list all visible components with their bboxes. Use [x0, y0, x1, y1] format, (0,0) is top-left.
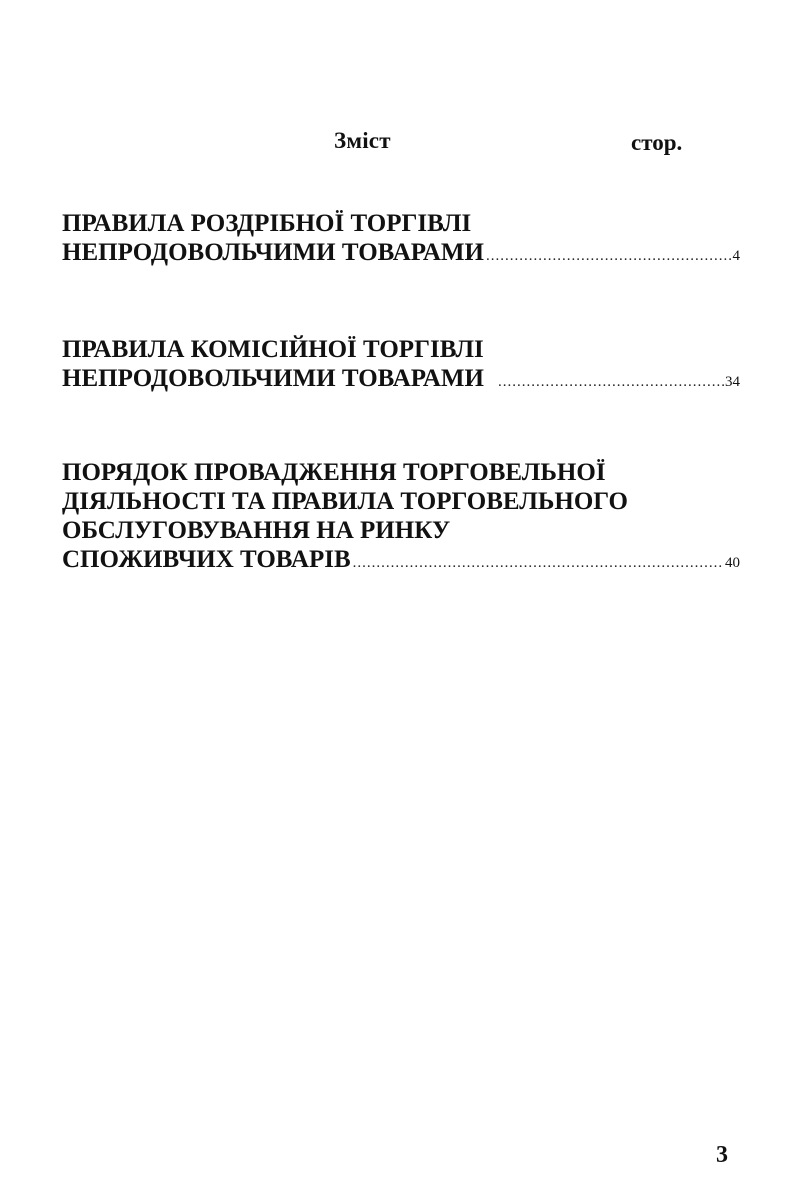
page-number: 3 [716, 1142, 728, 1168]
toc-entry-last-line [62, 545, 740, 578]
toc-page-number: 40 [725, 555, 740, 571]
toc-page-number: 34 [725, 374, 740, 390]
toc-entry-line: НЕПРОДОВОЛЬЧИМИ ТОВАРАМИ [62, 365, 484, 392]
toc-entry-last-line [62, 364, 740, 397]
toc-page-number: 4 [732, 248, 740, 264]
toc-entry-line: ОБСЛУГОВУВАННЯ НА РИНКУ [62, 517, 451, 544]
toc-entry [62, 335, 740, 397]
toc-entry-line: НЕПРОДОВОЛЬЧИМИ ТОВАРАМИ [62, 239, 484, 266]
dot-leader [353, 549, 724, 578]
toc-entry-line: ПРАВИЛА КОМІСІЙНОЇ ТОРГІВЛІ [62, 336, 484, 363]
dot-leader [498, 368, 724, 397]
toc-heading: Зміст [334, 128, 391, 153]
dot-leader [486, 242, 732, 271]
toc-entry-line: СПОЖИВЧИХ ТОВАРІВ [62, 546, 351, 573]
toc-entry-line: ДІЯЛЬНОСТІ ТА ПРАВИЛА ТОРГОВЕЛЬНОГО [62, 488, 628, 515]
toc-entry-last-line [62, 238, 740, 271]
toc-entry [62, 209, 740, 271]
toc-entry [62, 458, 740, 578]
toc-entry-line: ПРАВИЛА РОЗДРІБНОЇ ТОРГІВЛІ [62, 210, 472, 237]
page-column-heading: стор. [631, 130, 683, 155]
toc-entry-line: ПОРЯДОК ПРОВАДЖЕННЯ ТОРГОВЕЛЬНОЇ [62, 459, 606, 486]
